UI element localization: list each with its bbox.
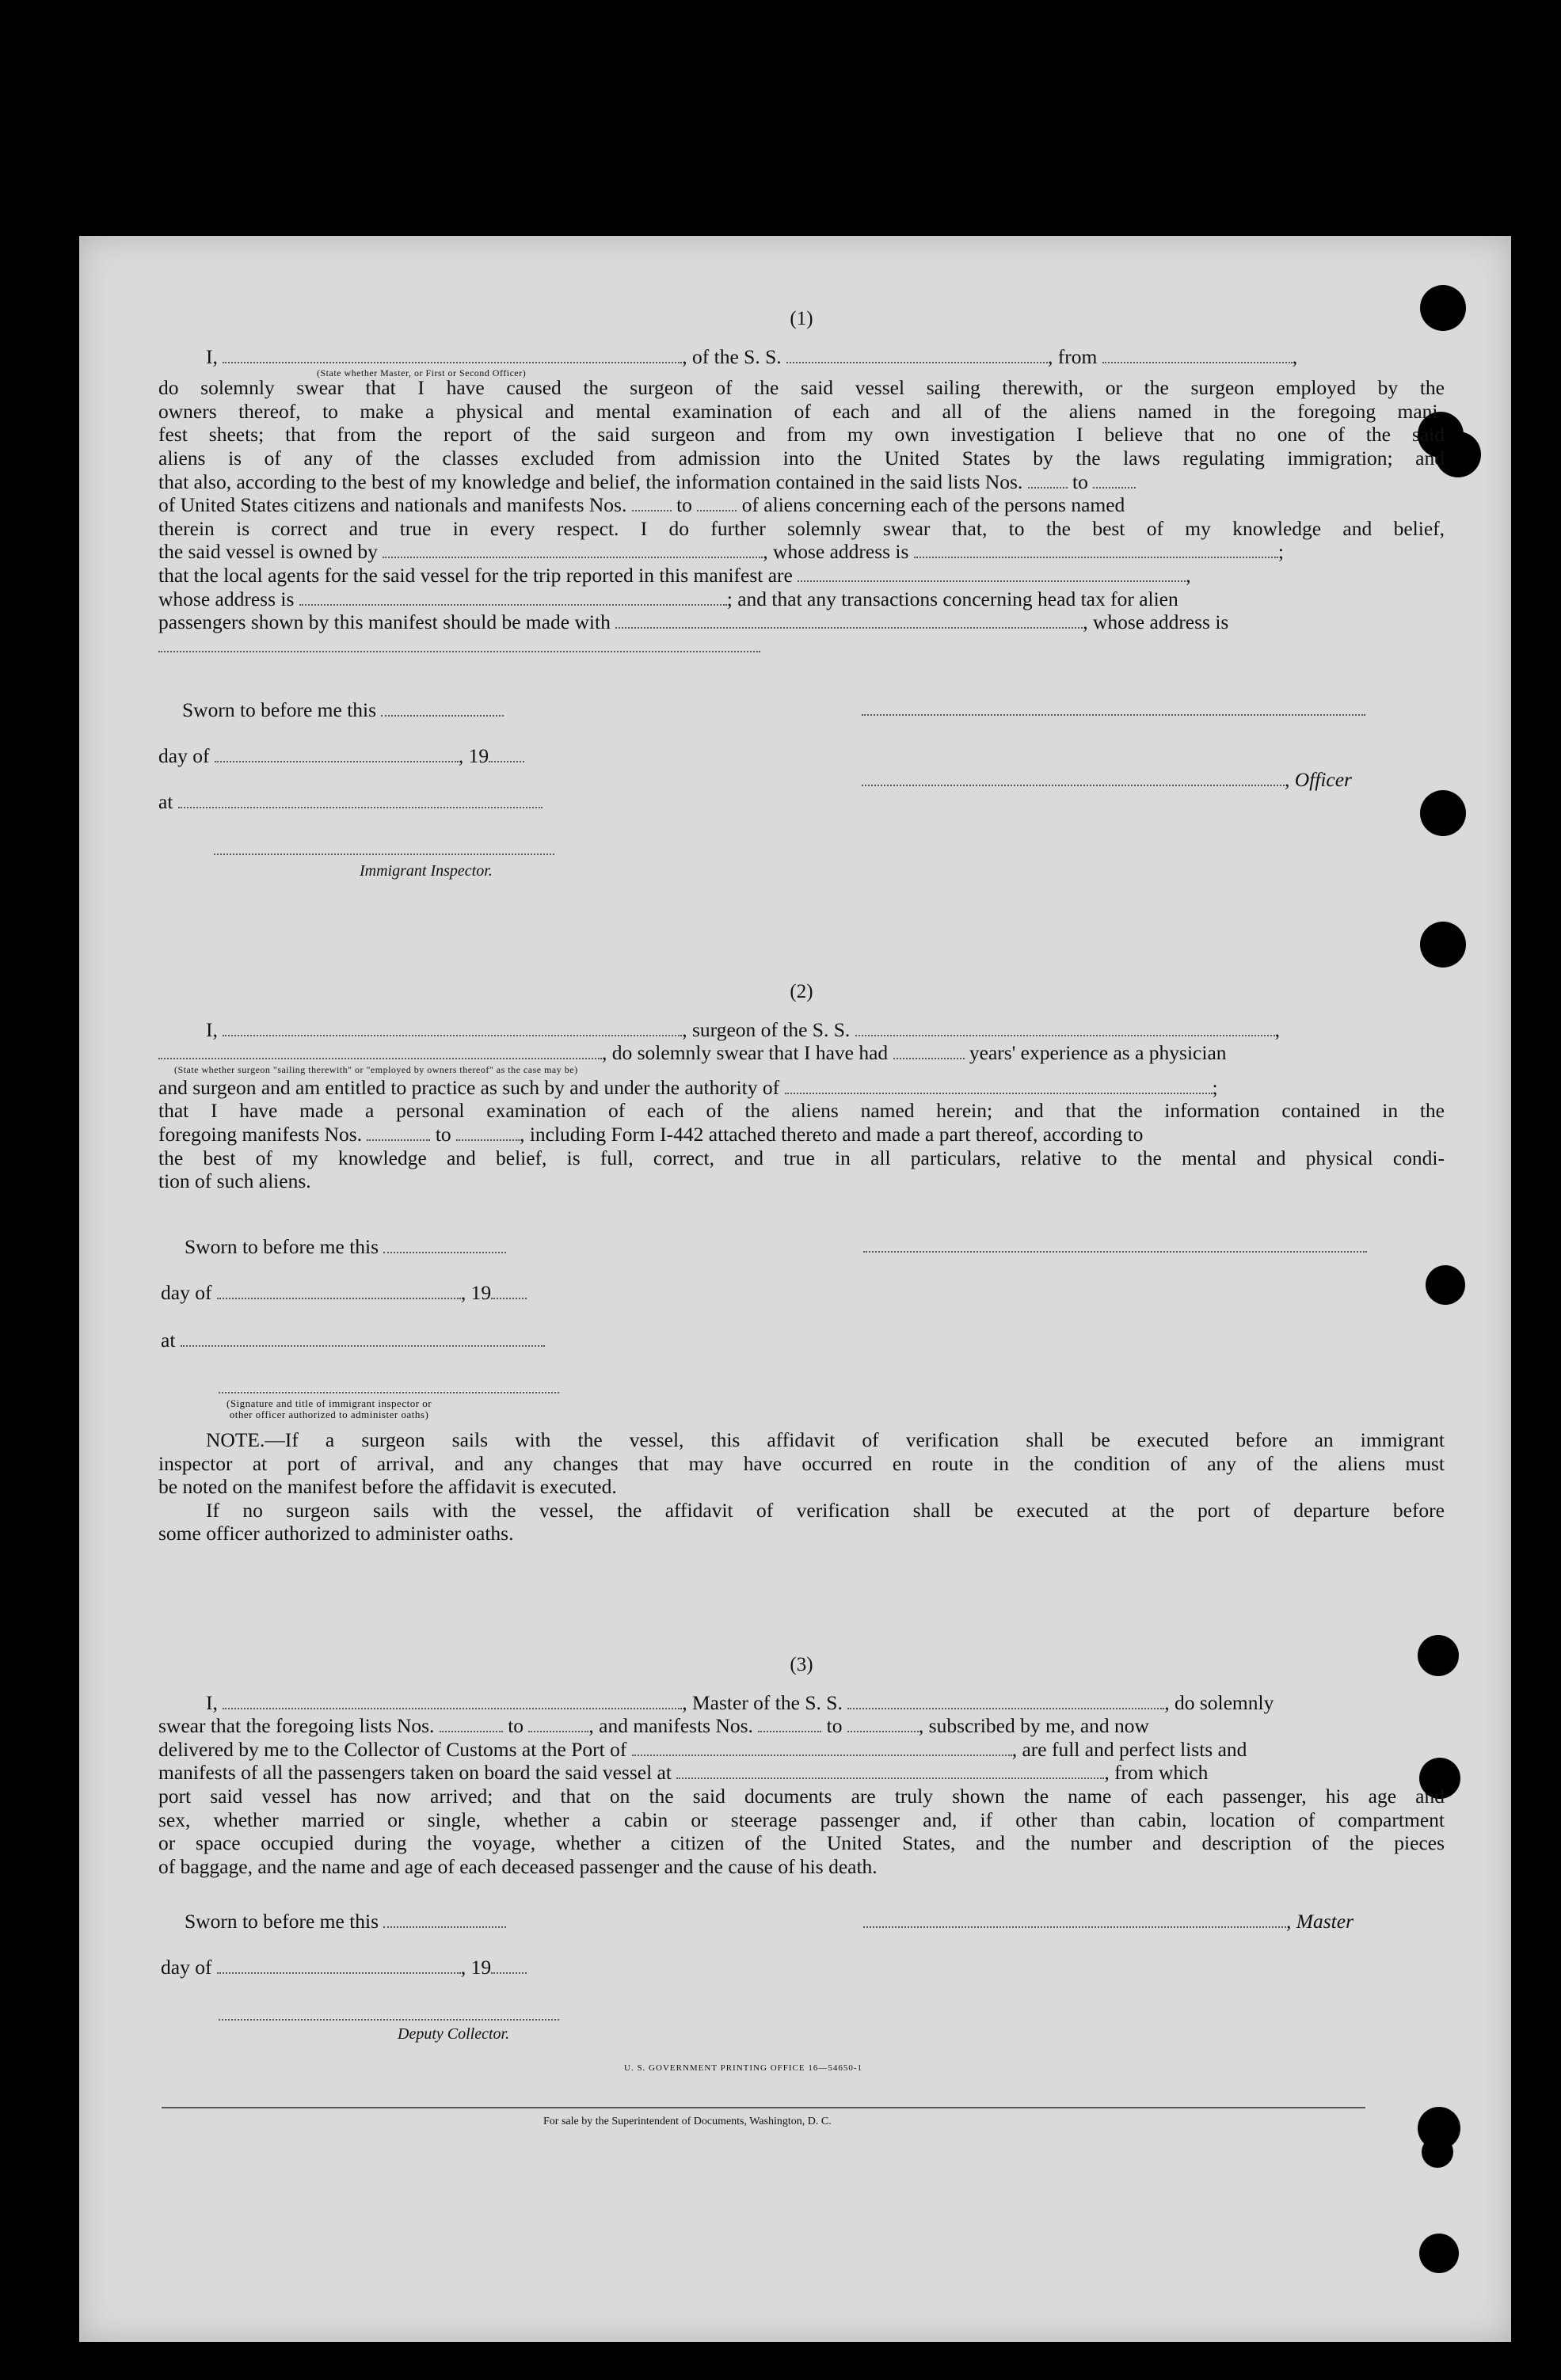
punch-hole [1426, 1265, 1465, 1305]
section-3 [158, 1653, 1445, 1878]
punch-hole [1420, 922, 1466, 968]
inspector-signature-field[interactable] [214, 838, 554, 855]
section-2-number: (2) [790, 981, 813, 1002]
owner-field[interactable] [383, 541, 763, 558]
month-field[interactable] [217, 1282, 461, 1299]
year-field[interactable] [491, 1282, 527, 1299]
year-text: , 19 [460, 1281, 492, 1304]
year-field[interactable] [491, 1956, 527, 1974]
deputy-caption: Deputy Collector. [398, 2025, 510, 2043]
body-line: sex, whether married or single, whether a cabin or steerage passenger and, if other than cabin, location of compartment [158, 1808, 1445, 1831]
passengers-text: passengers shown by this manifest should be made with [158, 610, 611, 634]
punct: , [1292, 344, 1298, 368]
deputy-signature-field[interactable] [219, 2003, 559, 2021]
to-text: to [676, 493, 692, 517]
agents-field[interactable] [798, 565, 1186, 582]
boarding-port-field[interactable] [676, 1762, 1104, 1779]
head-tax-address-field[interactable] [158, 635, 760, 652]
manifests-nos-text: , and manifests Nos. [588, 1714, 753, 1738]
sworn-text: Sworn to before me this [185, 1910, 379, 1933]
officer-title-field[interactable] [862, 769, 1285, 786]
sworn-day-field[interactable] [383, 1236, 506, 1253]
master-name-field[interactable] [223, 1692, 682, 1709]
at-text: at [158, 790, 173, 813]
punct: ; [1212, 1075, 1218, 1099]
note-line: some officer authorized to administer oaths. [158, 1522, 514, 1545]
note-label: NOTE. [206, 1428, 265, 1451]
body-line: the best of my knowledge and belief, is full, correct, and true in all particulars, relative to the mental and physical condi- [158, 1146, 1445, 1169]
citizens-text: of United States citizens and nationals and manifests Nos. [158, 493, 627, 517]
month-field[interactable] [215, 745, 459, 762]
note-block [158, 1428, 1445, 1545]
manifests-nos-text: foregoing manifests Nos. [158, 1122, 363, 1146]
subscribed-text: , subscribed by me, and now [918, 1714, 1149, 1738]
note-line: inspector at port of arrival, and any changes that may have occurred en route in the condition of any of the aliens must [158, 1451, 1445, 1475]
note-line: —If a surgeon sails with the vessel, this affidavit of verification shall be executed before an immigrant [265, 1428, 1445, 1451]
owner-address-field[interactable] [914, 541, 1278, 558]
head-tax-agent-field[interactable] [615, 611, 1083, 629]
port-field[interactable] [632, 1739, 1012, 1756]
officer-rank-note: (State whether Master, or First or Second Officer) [317, 367, 527, 379]
whose-address-text: , whose address is [1083, 610, 1229, 634]
body-line: tion of such aliens. [158, 1169, 311, 1193]
master-of-ss-text: , Master of the S. S. [682, 1690, 843, 1714]
experience-text: , do solemnly swear that I have had [602, 1041, 889, 1065]
body-line: do solemnly swear that I have caused the surgeon of the said vessel sailing therewith, or the surgeon employed by the [158, 376, 1445, 400]
inspector-caption: Immigrant Inspector. [360, 862, 493, 880]
section-3-number: (3) [790, 1654, 813, 1675]
section-1 [158, 307, 1445, 657]
year-text: , 19 [458, 744, 489, 767]
to-text: to [826, 1714, 843, 1738]
whose-address-text: , whose address is [763, 540, 909, 564]
to-text: to [435, 1122, 451, 1146]
master-label: , Master [1286, 1910, 1354, 1933]
signature-note: (Signature and title of immigrant inspector or [227, 1397, 432, 1409]
physician-text: years' experience as a physician [969, 1041, 1227, 1065]
departure-port-field[interactable] [1102, 346, 1293, 363]
lists-nos-text: swear that the foregoing lists Nos. [158, 1714, 435, 1738]
manifests-nos-from-field[interactable] [632, 494, 672, 511]
section-2-i: I, [206, 1017, 218, 1041]
perfect-lists-text: , are full and perfect lists and [1011, 1737, 1247, 1761]
day-of-text: day of [161, 1281, 212, 1304]
lists-nos-to-field[interactable] [1093, 471, 1136, 489]
body-line: therein is correct and true in every respect. I do further solemnly swear that, to the best of my knowledge and belief, [158, 516, 1445, 540]
manifests-to-field[interactable] [456, 1123, 520, 1141]
agents-text: that the local agents for the said vessel for the trip reported in this manifest are [158, 563, 793, 587]
punct: , [1274, 1017, 1281, 1041]
punch-hole [1422, 2136, 1453, 2168]
officer-signature-field[interactable] [862, 698, 1365, 716]
punch-hole [1419, 2234, 1459, 2273]
head-tax-text: ; and that any transactions concerning head tax for alien [726, 587, 1178, 610]
form-i442-text: , including Form I-442 attached thereto and made a part thereof, according to [520, 1122, 1144, 1146]
surgeon-of-ss-text: , surgeon of the S. S. [682, 1017, 851, 1041]
day-of-text: day of [161, 1956, 212, 1979]
aliens-text: of aliens concerning each of the persons named [741, 493, 1125, 517]
body-line: aliens is of any of the classes excluded from admission into the United States by the laws regulating immigration; and [158, 446, 1445, 470]
officer-label: , Officer [1285, 768, 1352, 791]
master-signature-field[interactable] [863, 1910, 1286, 1928]
signature-note: other officer authorized to administer oaths) [229, 1409, 429, 1420]
gpo-imprint: U. S. GOVERNMENT PRINTING OFFICE 16—54650-1 [624, 2063, 863, 2073]
owned-by-text: the said vessel is owned by [158, 540, 378, 564]
punct: , [1186, 563, 1191, 587]
vessel-name-field[interactable] [855, 1019, 1275, 1036]
surgeon-status-note: (State whether surgeon "sailing therewith" or "employed by owners thereof" as the case may be) [174, 1063, 578, 1075]
sale-notice: For sale by the Superintendent of Documents, Washington, D. C. [543, 2116, 832, 2127]
sworn-text: Sworn to before me this [185, 1235, 379, 1258]
year-text: , 19 [460, 1956, 492, 1979]
lists-to-field[interactable] [528, 1715, 588, 1732]
authority-field[interactable] [785, 1077, 1213, 1094]
section-1-i: I, [206, 344, 218, 368]
section-1-of-ss: , of the S. S. [682, 344, 782, 368]
section-3-i: I, [206, 1690, 218, 1714]
taken-on-board-text: manifests of all the passengers taken on board the said vessel at [158, 1761, 672, 1785]
place-field[interactable] [181, 1329, 545, 1347]
lists-nos-text: that also, according to the best of my knowledge and belief, the information contained in the said lists Nos. [158, 470, 1023, 493]
at-text: at [161, 1329, 176, 1352]
surgeon-signature-field[interactable] [863, 1235, 1367, 1253]
surgeon-status-field[interactable] [158, 1042, 602, 1059]
manifests-nos-to-field[interactable] [697, 494, 737, 511]
body-line: port said vessel has now arrived; and that on the said documents are truly shown the name of each passenger, his age and [158, 1784, 1445, 1808]
body-line: of baggage, and the name and age of each deceased passenger and the cause of his death. [158, 1854, 878, 1878]
section-1-number: (1) [790, 308, 813, 329]
agents-address-field[interactable] [299, 588, 727, 606]
vessel-name-field[interactable] [847, 1692, 1164, 1709]
surgeon-name-field[interactable] [223, 1019, 682, 1036]
to-text: to [508, 1714, 524, 1738]
body-line: owners thereof, to make a physical and mental examination of each and all of the aliens named in the foregoing mani- [158, 399, 1445, 423]
years-field[interactable] [893, 1042, 965, 1059]
whose-address-text: whose address is [158, 587, 295, 610]
lists-nos-from-field[interactable] [1028, 471, 1068, 489]
from-which-text: , from which [1104, 1761, 1209, 1785]
port-text: delivered by me to the Collector of Customs at the Port of [158, 1737, 627, 1761]
note-line: be noted on the manifest before the affidavit is executed. [158, 1475, 617, 1499]
to-text: to [1072, 470, 1088, 493]
punct: ; [1277, 540, 1284, 564]
authority-text: and surgeon and am entitled to practice as such by and under the authority of [158, 1075, 780, 1099]
manifests-from-field[interactable] [367, 1123, 430, 1141]
sworn-day-field[interactable] [381, 699, 504, 717]
section-1-from: , from [1048, 344, 1098, 368]
note-line: If no surgeon sails with the vessel, the affidavit of verification shall be executed at the port of departure before [206, 1498, 1445, 1522]
vessel-name-field[interactable] [786, 346, 1048, 363]
officer-rank-field[interactable] [223, 346, 682, 363]
punch-hole [1420, 790, 1466, 836]
lists-from-field[interactable] [440, 1715, 503, 1732]
inspector-signature-field[interactable] [219, 1376, 559, 1393]
section-2 [158, 980, 1445, 1193]
do-solemnly-text: , do solemnly [1164, 1690, 1274, 1714]
body-line: fest sheets; that from the report of the said surgeon and from my own investigation I believe that no one of the said [158, 423, 1445, 447]
footer-rule [162, 2107, 1365, 2108]
manifests-from-field[interactable] [758, 1715, 821, 1732]
place-field[interactable] [178, 791, 543, 808]
sworn-text: Sworn to before me this [182, 698, 377, 721]
month-field[interactable] [217, 1956, 461, 1974]
day-of-text: day of [158, 744, 210, 767]
sworn-day-field[interactable] [383, 1910, 506, 1928]
manifests-to-field[interactable] [847, 1715, 919, 1732]
year-field[interactable] [489, 745, 524, 762]
body-line: or space occupied during the voyage, whether a citizen of the United States, and the number and description of the pieces [158, 1831, 1445, 1855]
body-line: that I have made a personal examination of each of the aliens named herein; and that the information contained in the [158, 1099, 1445, 1123]
form-sheet [79, 236, 1511, 2342]
